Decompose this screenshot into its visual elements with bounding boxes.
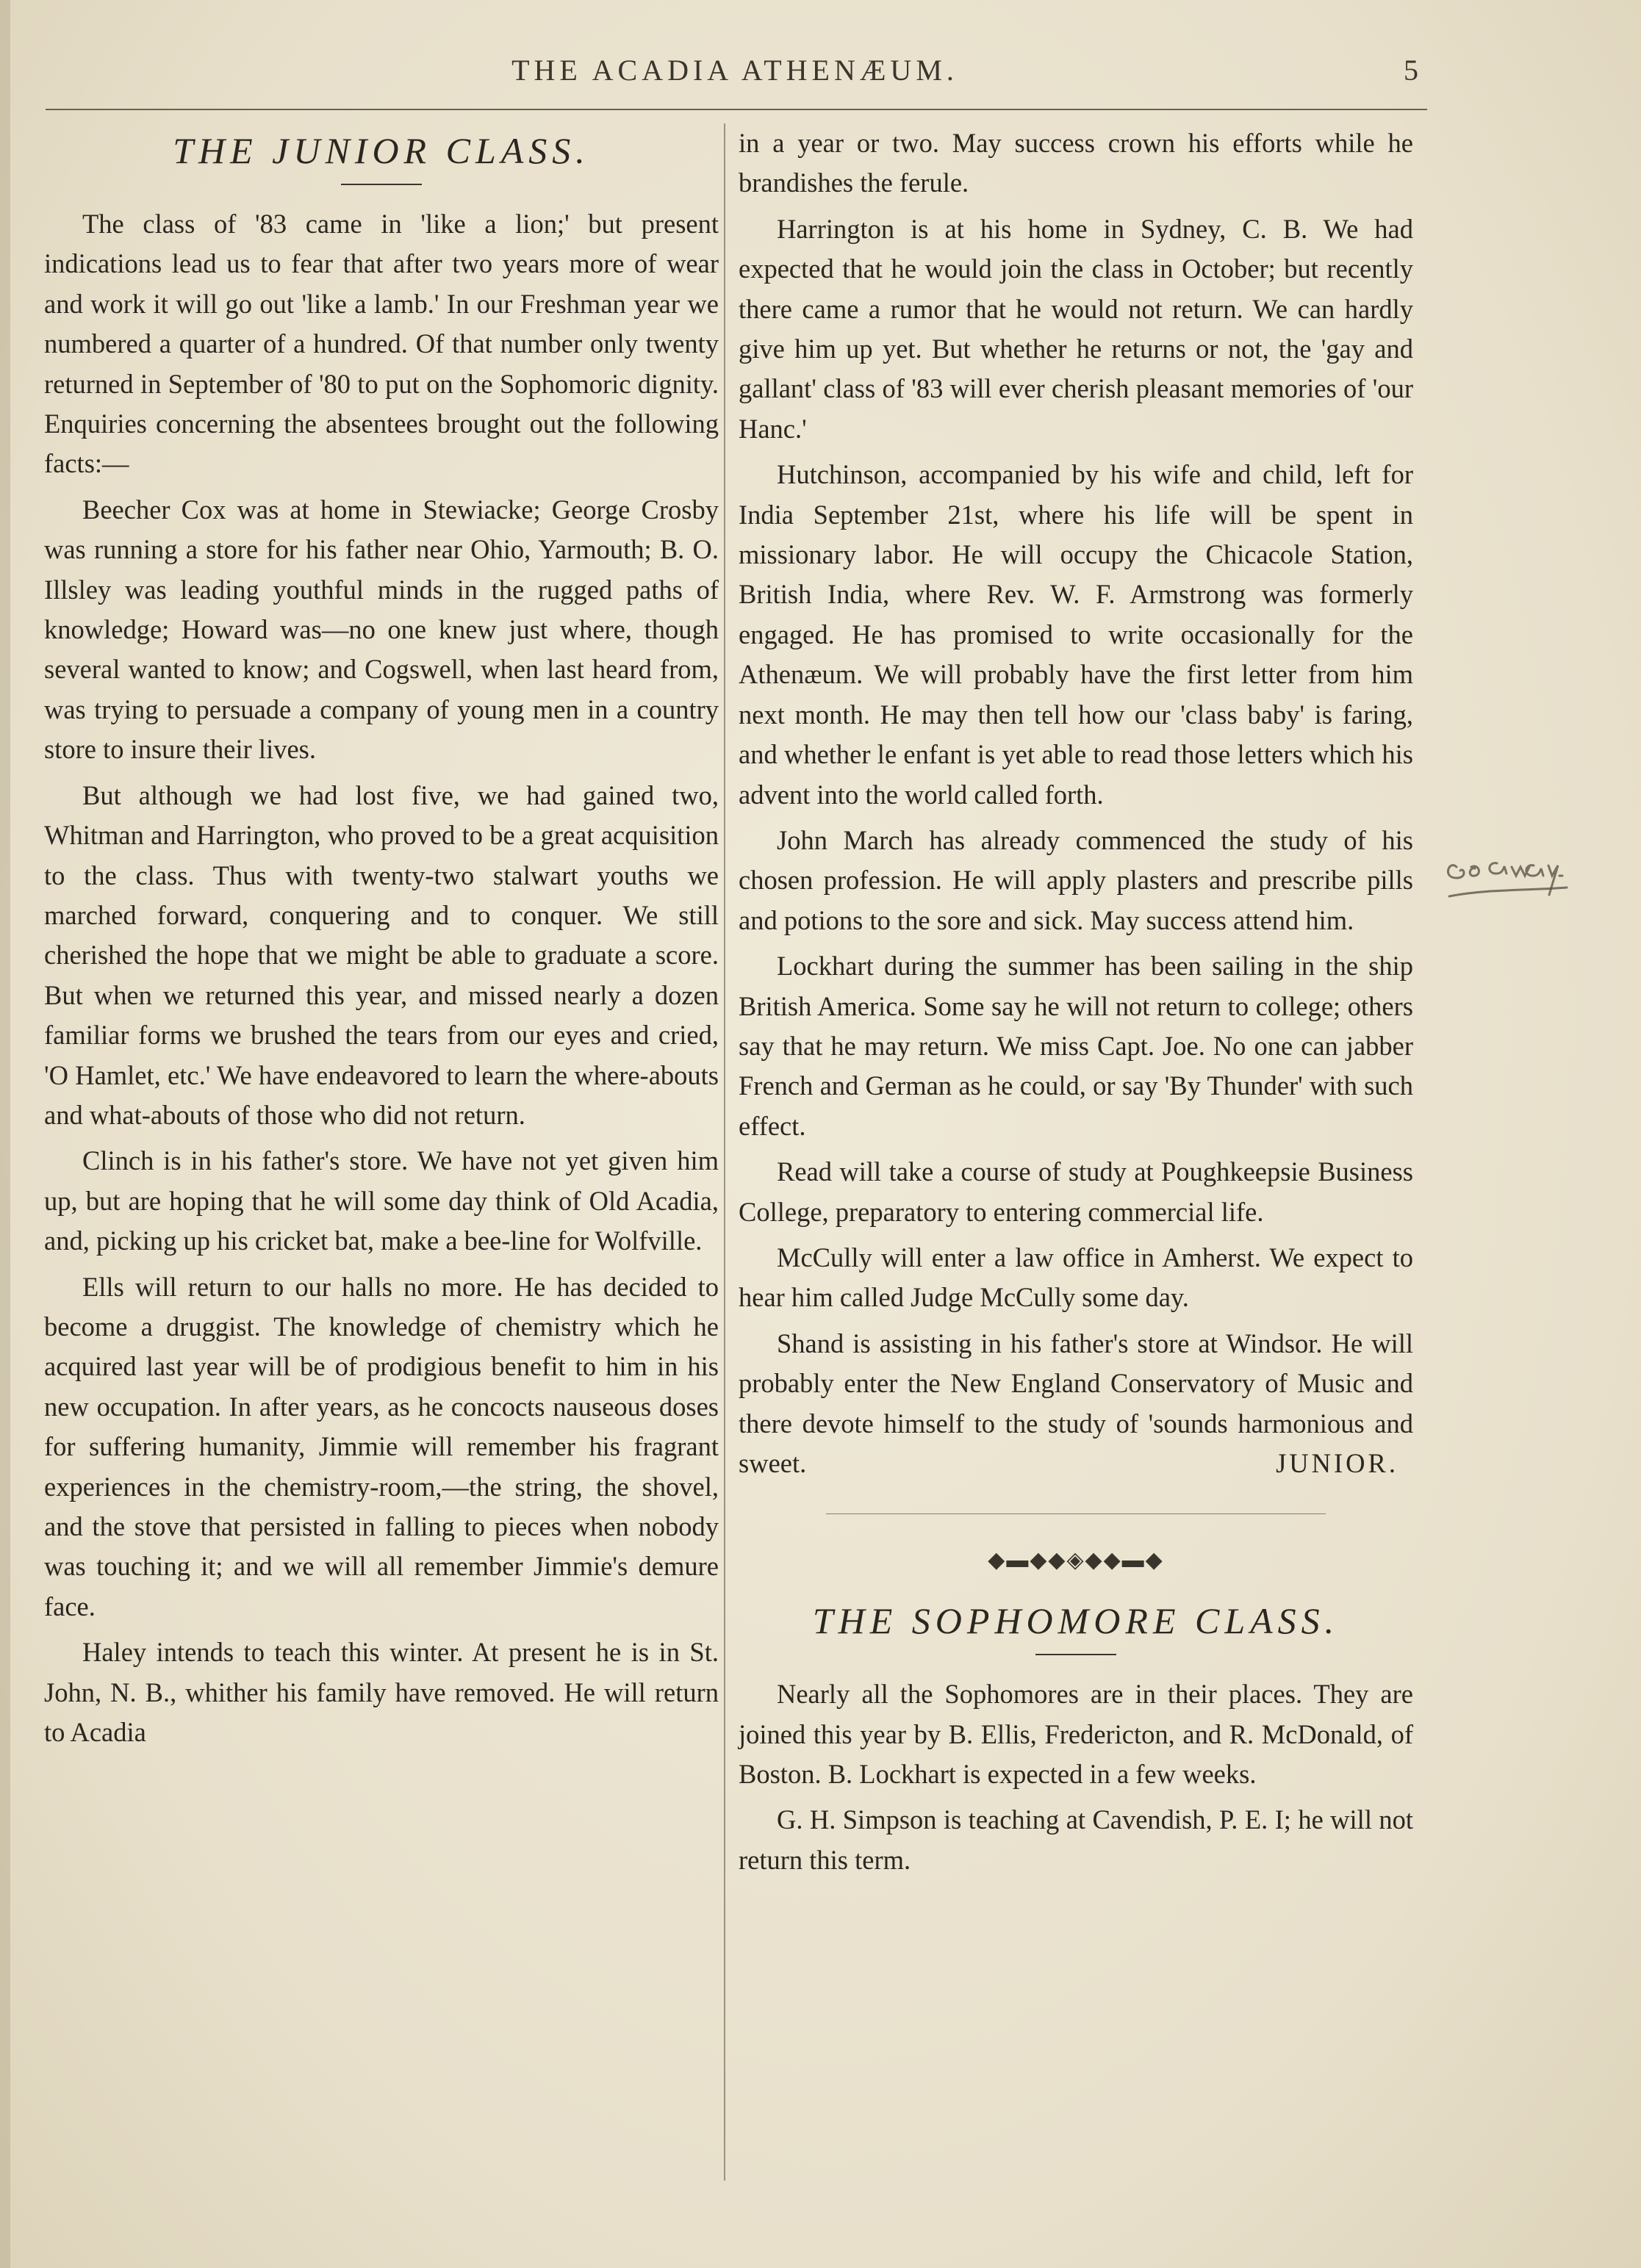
left-column xyxy=(44,123,719,1752)
junior-paragraph-9: Hutchinson, accompanied by his wife and child, left for India September 21st, where his life will be spent in missionary labor. He will occupy the Chicacole Station, British India, where Rev. W. F. Armstrong was formerly engaged. He has promised to write occasionally for the Athenæum. We will probably have the first letter from him next month. He may then tell how our 'class baby' is faring, and whether le enfant is yet able to read those letters which his advent into the world called forth. xyxy=(739,459,1413,810)
junior-paragraph-6: Haley intends to teach this winter. At present he is in St. John, N. B., whither his family have removed. He will return to Acadia xyxy=(44,1637,719,1748)
junior-paragraph-8: Harrington is at his home in Sydney, C. B. We had expected that he would join the class in October; but recently there came a rumor that he would not return. We can hardly give him up yet. But whether he returns or not, the 'gay and gallant' class of '83 will ever cherish pleasant memories of 'our Hanc.' xyxy=(739,213,1413,444)
junior-paragraph-13: McCully will enter a law office in Amherst. We expect to hear him called Judge McCully some day. xyxy=(739,1242,1413,1313)
junior-paragraph-12: Read will take a course of study at Poughkeepsie Business College, preparatory to entering commercial life. xyxy=(739,1156,1413,1227)
sophomore-class-title: THE SOPHOMORE CLASS. xyxy=(812,1600,1340,1642)
handwritten-margin-note xyxy=(1442,838,1626,918)
page-number: 5 xyxy=(1404,54,1418,87)
title-rule xyxy=(341,184,422,185)
junior-paragraph-14: Shand is assisting in his father's store at Windsor. He will probably enter the New England Conservatory of Music and there devote himself to the study of 'sounds harmonious and sweet. xyxy=(739,1328,1413,1478)
junior-paragraph-3: But although we had lost five, we had gained two, Whitman and Harrington, who proved to be a great acquisition to the class. Thus with twenty-two stalwart youths we marched forward, conquering and to conquer. We still cherished the hope that we might be able to graduate a score. But when we returned this year, and missed nearly a dozen familiar forms we brushed the tears from our eyes and cried, 'O Hamlet, etc.' We have endeavored to learn the where-abouts and what-abouts of those who did not return. xyxy=(44,780,719,1130)
page-header xyxy=(44,53,1426,97)
junior-class-title: THE JUNIOR CLASS. xyxy=(173,130,590,171)
running-title: THE ACADIA ATHENÆUM. xyxy=(511,54,958,87)
header-rule xyxy=(46,109,1427,110)
junior-paragraph-11: Lockhart during the summer has been sailing in the ship British America. Some say he will not return to college; others say that he may return. We miss Capt. Joe. No one can jabber French and German as he could, or say 'By Thunder' with such effect. xyxy=(739,951,1413,1141)
junior-signature: JUNIOR. xyxy=(1276,1448,1398,1479)
junior-paragraph-4: Clinch is in his father's store. We have not yet given him up, but are hoping that he will some day think of Old Acadia, and, picking up his cricket bat, make a bee-line for Wolfville. xyxy=(44,1145,719,1256)
section-ornament: ◆▬◆◆◈◆◆▬◆ xyxy=(988,1547,1164,1572)
right-column xyxy=(739,123,1413,1880)
junior-paragraph-1: The class of '83 came in 'like a lion;' but present indications lead us to fear that after two years more of wear and work it will go out 'like a lamb.' In our Freshman year we numbered a quarter of a hundred. Of that number only twenty returned in September of '80 to put on the Sophomoric dignity. Enquiries concerning the absentees brought out the following facts:— xyxy=(44,209,719,479)
column-divider xyxy=(724,123,725,2181)
junior-paragraph-5: Ells will return to our halls no more. He has decided to become a druggist. The knowledge of chemistry which he acquired last year will be of prodigious benefit to him in his new occupation. In after years, as he concocts nauseous doses for suffering humanity, Jimmie will remember his fragrant experiences in the chemistry-room,—the string, the shovel, and the stove that persisted in falling to pieces when nobody was touching it; and we will all remember Jimmie's demure face. xyxy=(44,1271,719,1621)
junior-paragraph-2: Beecher Cox was at home in Stewiacke; George Crosby was running a store for his father near Ohio, Yarmouth; B. O. Illsley was leading youthful minds in the rugged paths of knowledge; Howard was—no one knew just where, though several wanted to know; and Cogswell, when last heard from, was trying to persuade a company of young men in a country store to insure their lives. xyxy=(44,494,719,765)
title-rule xyxy=(1035,1654,1116,1655)
junior-paragraph-10: John March has already commenced the study of his chosen profession. He will apply plasters and prescribe pills and potions to the sore and sick. May success attend him. xyxy=(739,824,1413,935)
ornament-rule xyxy=(826,1513,1326,1514)
page-edge-shadow xyxy=(0,0,10,2268)
sophomore-paragraph-1: Nearly all the Sophomores are in their places. They are joined this year by B. Ellis, Fredericton, and R. McDonald, of Boston. B. Lockhart is expected in a few weeks. xyxy=(739,1679,1413,1790)
sophomore-paragraph-2: G. H. Simpson is teaching at Cavendish, P. E. I; he will not return this term. xyxy=(739,1804,1413,1875)
junior-paragraph-7: in a year or two. May success crown his efforts while he brandishes the ferule. xyxy=(739,128,1413,198)
